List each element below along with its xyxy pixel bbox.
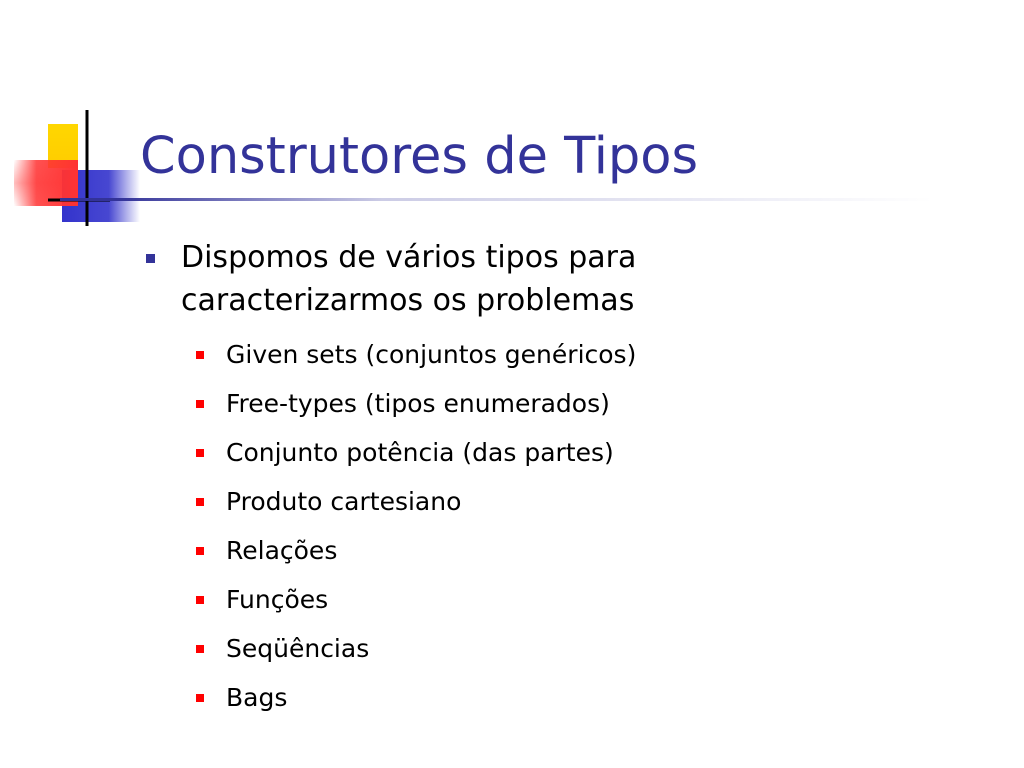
sub-bullet-text: Seqüências [226, 634, 370, 663]
sub-bullet-text: Produto cartesiano [226, 487, 462, 516]
sub-bullet-text: Conjunto potência (das partes) [226, 438, 614, 467]
sub-bullet-item [226, 379, 1000, 428]
sub-bullet-text: Relações [226, 536, 338, 565]
sub-bullet-square-icon [196, 694, 204, 702]
decorative-squares-graphic [0, 100, 160, 240]
sub-bullet-square-icon [196, 400, 204, 408]
bullet-square-icon [146, 254, 155, 263]
sub-bullet-text: Free-types (tipos enumerados) [226, 389, 610, 418]
sub-bullet-square-icon [196, 547, 204, 555]
title-underline [60, 198, 980, 201]
sub-bullet-text: Bags [226, 683, 288, 712]
sub-bullet-item [226, 624, 1000, 673]
sub-bullet-item [226, 330, 1000, 379]
sub-bullet-item [226, 673, 1000, 722]
sub-bullet-list [140, 330, 1000, 722]
slide-title: Construtores de Tipos [140, 127, 699, 186]
sub-bullet-item [226, 575, 1000, 624]
sub-bullet-item [226, 428, 1000, 477]
sub-bullet-square-icon [196, 449, 204, 457]
sub-bullet-text: Funções [226, 585, 329, 614]
sub-bullet-square-icon [196, 645, 204, 653]
sub-bullet-square-icon [196, 351, 204, 359]
slide-content [140, 236, 1000, 722]
sub-bullet-text: Given sets (conjuntos genéricos) [226, 340, 637, 369]
sub-bullet-square-icon [196, 596, 204, 604]
bullet-text-line-2: caracterizarmos os problemas [181, 283, 635, 318]
bullet-text-line-1: Dispomos de vários tipos para [181, 240, 637, 275]
sub-bullet-item [226, 526, 1000, 575]
bullet-item [140, 236, 1000, 322]
sub-bullet-square-icon [196, 498, 204, 506]
sub-bullet-item [226, 477, 1000, 526]
